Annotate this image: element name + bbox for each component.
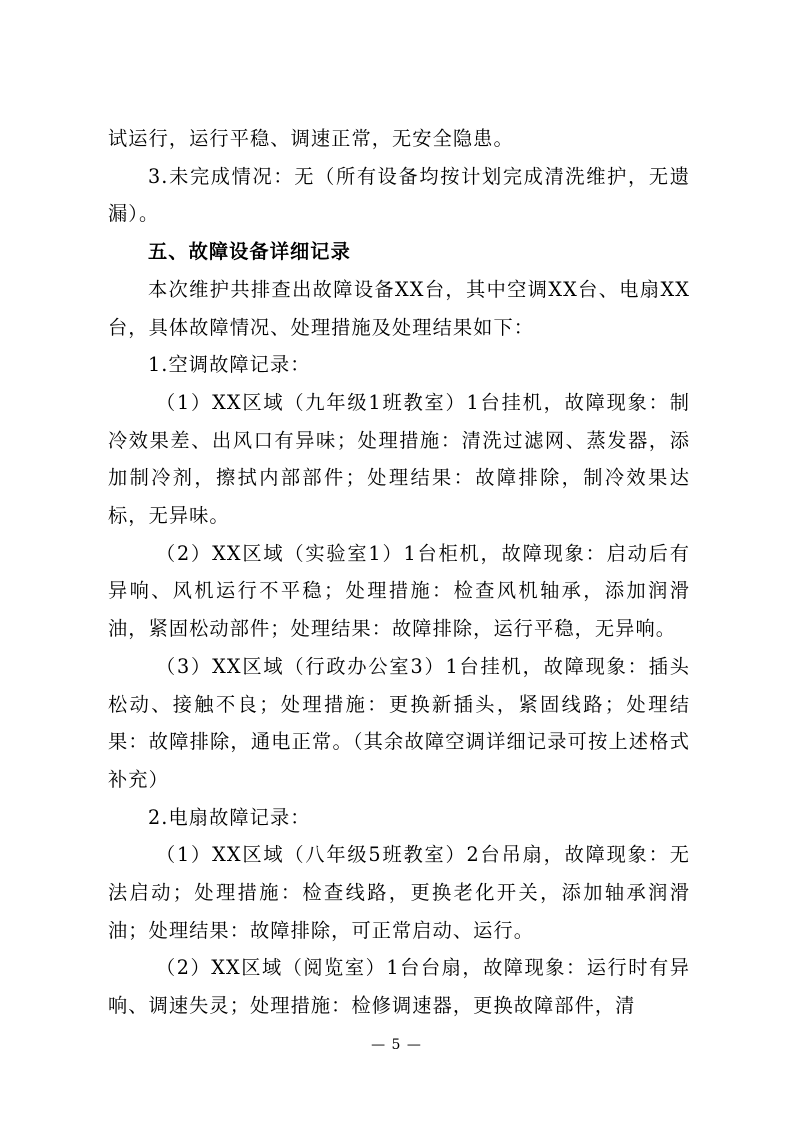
body-text	[108, 120, 690, 1025]
page-number: — 5 —	[371, 1037, 422, 1053]
paragraph-ac-fault-3: （3）XX区域（行政办公室3）1台挂机，故障现象：插头松动、接触不良；处理措施：更换新插头，紧固线路；处理结果：故障排除，通电正常。（其余故障空调详细记录可按上述格式补充）	[108, 654, 690, 791]
section-heading-fault-records: 五、故障设备详细记录	[148, 240, 351, 264]
paragraph-ac-fault-1: （1）XX区域（九年级1班教室）1台挂机，故障现象：制冷效果差、出风口有异味；处理措施：清洗过滤网、蒸发器，添加制冷剂，擦拭内部部件；处理结果：故障排除，制冷效果达标，无异味。	[108, 390, 690, 528]
paragraph-fan-fault-2: （2）XX区域（阅览室）1台台扇，故障现象：运行时有异响、调速失灵；处理措施：检修调速器，更换故障部件，清	[108, 956, 690, 1018]
subheading-ac-faults: 1.空调故障记录：	[148, 353, 311, 377]
paragraph-fault-summary: 本次维护共排查出故障设备XX台，其中空调XX台、电扇XX台，具体故障情况、处理措施及处理结果如下：	[108, 277, 690, 339]
subheading-fan-faults: 2.电扇故障记录：	[148, 805, 311, 829]
paragraph-continuation: 试运行，运行平稳、调速正常，无安全隐患。	[108, 127, 514, 150]
paragraph-incomplete-status: 3.未完成情况：无（所有设备均按计划完成清洗维护，无遗漏）。	[108, 164, 690, 226]
paragraph-fan-fault-1: （1）XX区域（八年级5班教室）2台吊扇，故障现象：无法启动；处理措施：检查线路，更换老化开关，添加轴承润滑油；处理结果：故障排除，可正常启动、运行。	[108, 843, 690, 942]
paragraph-ac-fault-2: （2）XX区域（实验室1）1台柜机，故障现象：启动后有异响、风机运行不平稳；处理措施：检查风机轴承，添加润滑油，紧固松动部件；处理结果：故障排除，运行平稳，无异响。	[108, 541, 690, 641]
